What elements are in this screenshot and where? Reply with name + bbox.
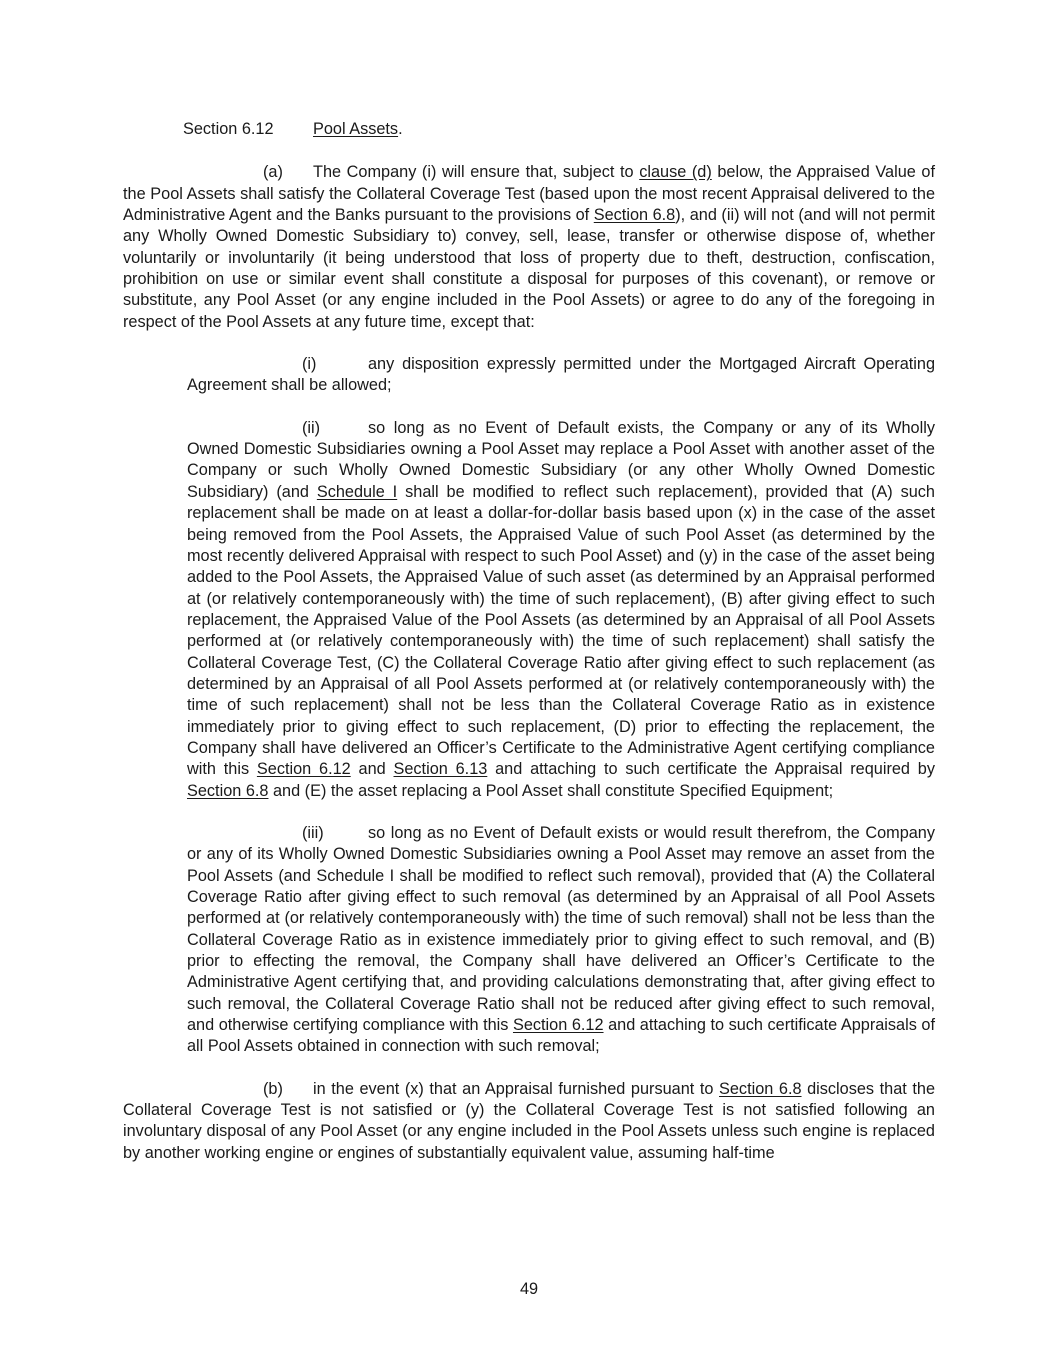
cross-reference: Section 6.13 [393,760,488,779]
text-run: and attaching to such certificate the Appraisal required by [487,760,935,779]
text-run: below, the Appraised Value of the Pool Assets shall satisfy the Collateral Coverage Test (based upon the most recent Appraisal delivered to the Administrative Agent and the Banks pursuant to the provisions of [123,163,935,225]
text-run: shall be modified to reflect such replacement), provided that (A) such replacement shall be made on at least a dollar-for-dollar basis based upon (x) in the case of the asset being removed from the Pool Assets, the Appraised Value of such Pool Asset (as determined by the most recently delivered Appraisal with respect to such Pool Asset) and (y) in the case of the asset being added to the Pool Assets, the Appraised Value of such asset (as determined by an Appraisal performed at (or relatively contemporaneously with) the time of such replacement), (B) after giving effect to such replacement, the Appraised Value of the Pool Assets (as determined by an Appraisal of all Pool Assets performed at (or relatively contemporaneously with) the time of such replacement) shall satisfy the Collateral Coverage Test, (C) the Collateral Coverage Ratio after giving effect to such replacement (as determined by an Appraisal of all Pool Assets performed at (or relatively contemporaneously with) the time of such replacement) shall not be less than the Collateral Coverage Ratio as in existence immediately prior to giving effect to such replacement, (D) prior to effecting the replacement, the Company shall have delivered an Officer’s Certificate to the Administrative Agent certifying compliance with this [187,482,935,779]
paragraph-label-ii: (ii) [302,418,321,437]
cross-reference: Section 6.8 [593,206,676,225]
text-run: in the event (x) that an Appraisal furnished pursuant to [313,1079,720,1098]
text-run: and attaching to such certificate Appraisals of all Pool Assets obtained in connection with such removal; [187,1016,935,1056]
paragraph-text-i [187,355,935,394]
text-run: The Company (i) will ensure that, subject to [313,163,640,182]
paragraph-i [187,354,935,397]
paragraph-b [123,1079,935,1164]
cross-reference: clause (d) [639,163,712,182]
paragraph-ii [187,418,935,802]
text-run: and (E) the asset replacing a Pool Asset shall constitute Specified Equipment; [268,781,834,800]
document-content [123,119,935,1185]
text-run: so long as no Event of Default exists or would result therefrom, the Company or any of its Wholly Owned Domestic Subsidiaries owning a Pool Asset may remove an asset from the Pool Assets (and Schedule I shall be modified to reflect such removal), provided that (A) the Collateral Coverage Ratio after giving effect to such removal (as determined by an Appraisal of all Pool Assets performed at (or relatively contemporaneously with) the time of such removal) shall not be less than the Collateral Coverage Ratio as in existence immediately prior to giving effect to such removal, and (B) prior to effecting the removal, the Company shall have delivered an Officer’s Certificate to the Administrative Agent certifying that, and providing calculations demonstrating that, after giving effect to such removal, the Collateral Coverage Ratio shall not be reduced after giving effect to such removal, and otherwise certifying compliance with this [187,823,935,1035]
cross-reference: Section 6.8 [719,1079,802,1098]
paragraph-label-b: (b) [263,1079,283,1098]
paragraph-text-b [123,1080,935,1162]
paragraph-label-iii: (iii) [302,823,324,842]
paragraph-text-ii [187,419,935,800]
text-run: so long as no Event of Default exists, the Company or any of its Wholly Owned Domestic Subsidiaries owning a Pool Asset may replace a Pool Asset with another asset of the Company or such Wholly Owned Domestic Subsidiary (or any other Wholly Owned Domestic Subsidiary) (and [187,418,935,501]
paragraph-iii [187,823,935,1058]
cross-reference: Section 6.12 [256,760,351,779]
paragraph-text-iii [187,824,935,1055]
paragraph-label-a: (a) [263,163,283,182]
text-run: . [398,120,403,138]
cross-reference: Pool Assets [313,120,399,138]
cross-reference: Section 6.12 [512,1016,604,1035]
cross-reference: Schedule I [316,482,398,501]
section-title [313,120,403,138]
paragraph-label-i: (i) [302,355,317,374]
paragraph-text-a [123,163,935,330]
page-number: 49 [519,1280,539,1298]
text-run: any disposition expressly permitted under the Mortgaged Aircraft Operating Agreement shall be allowed; [187,355,935,395]
cross-reference: Section 6.8 [187,781,269,800]
text-run: discloses that the Collateral Coverage Test is not satisfied or (y) the Collateral Coverage Test is not satisfied following an involuntary disposal of any Pool Asset (or any engine included in the Pool Assets unless such engine is replaced by another working engine or engines of substantially equivalent value, assuming half-time [123,1079,936,1162]
section-heading [123,119,935,140]
document-body [123,162,935,1164]
paragraph-a [123,162,935,333]
text-run: ), and (ii) will not (and will not permit any Wholly Owned Domestic Subsidiary to) convey, sell, lease, transfer or otherwise dispose of, whether voluntarily or involuntarily (it being understood that loss of property due to theft, destruction, confiscation, prohibition on use or similar event shall constitute a disposal for purposes of this covenant), or remove or substitute, any Pool Asset (or any engine included in the Pool Assets) or agree to do any of the foregoing in respect of the Pool Assets at any future time, except that: [123,206,936,331]
text-run: and [350,760,394,779]
section-number: Section 6.12 [183,120,274,138]
